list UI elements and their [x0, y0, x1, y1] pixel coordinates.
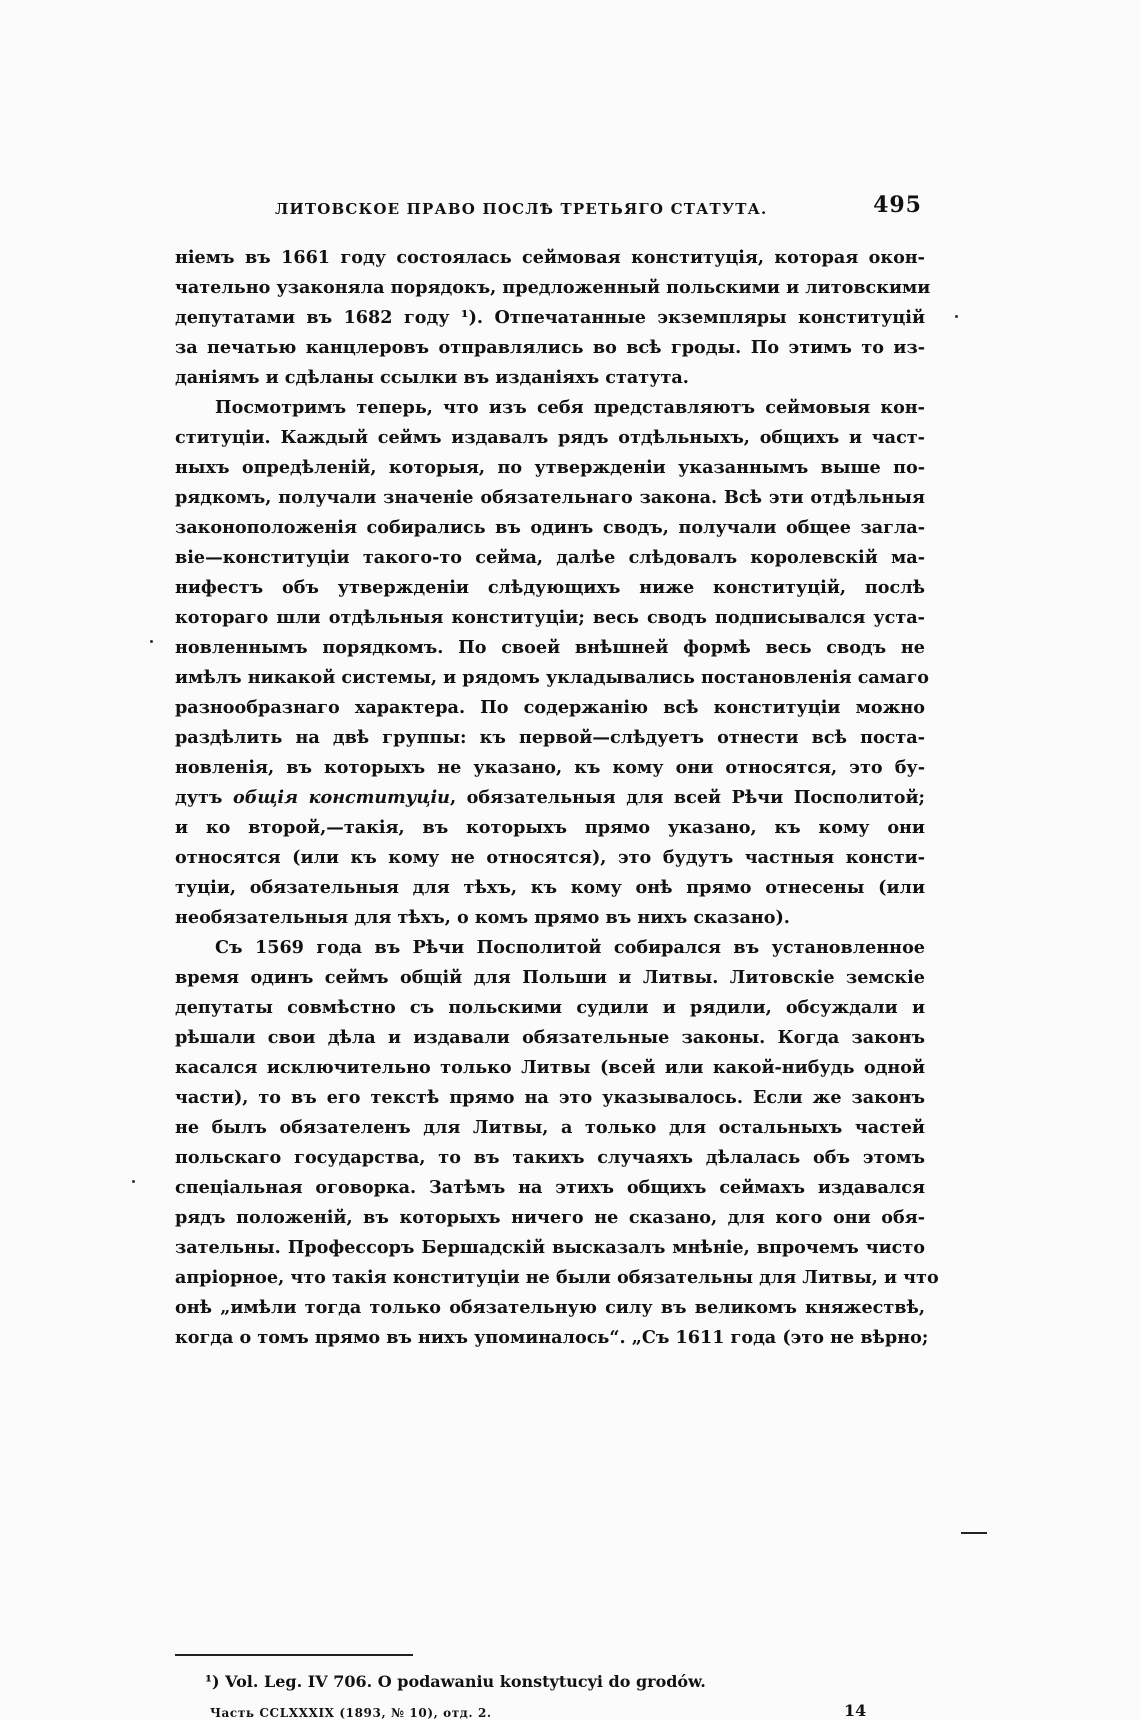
running-header [175, 192, 925, 226]
text-line: когда о томъ прямо въ нихъ упоминалось“. „Съ 1611 года (это не вѣрно; [175, 1327, 929, 1348]
margin-speck [955, 315, 958, 318]
text-line: депутаты совмѣстно съ польскими судили и рядили, обсуждали и [175, 997, 925, 1018]
text-line: разнообразнаго характера. По содержанію всѣ конституціи можно [175, 697, 925, 718]
italic-emphasis: общія конституціи [232, 787, 450, 808]
text-line: не былъ обязателенъ для Литвы, а только для остальныхъ частей [175, 1117, 925, 1138]
text-line: необязательныя для тѣхъ, о комъ прямо въ нихъ сказано). [175, 907, 790, 928]
text-line: Съ 1569 года въ Рѣчи Посполитой собирался въ установленное [215, 937, 925, 958]
paragraph-1 [175, 243, 931, 393]
footnote-rule [175, 1654, 413, 1656]
text-line: новленнымъ порядкомъ. По своей внѣшней формѣ весь сводъ не [175, 637, 925, 658]
text-line: апріорное, что такія конституціи не были обязательны для Литвы, и что [175, 1267, 939, 1288]
text-line-with-emphasis: дутъ общія конституціи, обязательныя для всей Рѣчи Посполитой; [175, 787, 926, 808]
text-line: спеціальная оговорка. Затѣмъ на этихъ общихъ сеймахъ издавался [175, 1177, 925, 1198]
margin-dash [961, 1532, 987, 1534]
paragraph-3 [175, 933, 939, 1353]
text-line: польскаго государства, то въ такихъ случаяхъ дѣлалась объ этомъ [175, 1147, 925, 1168]
text-line: время одинъ сеймъ общій для Польши и Литвы. Литовскіе земскіе [175, 967, 925, 988]
text-line: новленія, въ которыхъ не указано, къ кому они относятся, это бу- [175, 757, 925, 778]
text-line: части), то въ его текстѣ прямо на это указывалось. Если же законъ [175, 1087, 925, 1108]
text-line: даніямъ и сдѣланы ссылки въ изданіяхъ статута. [175, 367, 689, 388]
text-line: имѣлъ никакой системы, и рядомъ укладывались постановленія самаго [175, 667, 930, 688]
text-line: віе—конституціи такого-то сейма, далѣе слѣдовалъ королевскій ма- [175, 547, 925, 568]
text-line: рѣшали свои дѣла и издавали обязательные законы. Когда законъ [175, 1027, 925, 1048]
text-line: касался исключительно только Литвы (всей или какой-нибудь одной [175, 1057, 925, 1078]
text-line: ституціи. Каждый сеймъ издавалъ рядъ отдѣльныхъ, общихъ и част- [175, 427, 925, 448]
paragraph-2 [175, 393, 930, 933]
text-line: раздѣлить на двѣ группы: къ первой—слѣдуетъ отнести всѣ поста- [175, 727, 925, 748]
text-line: туціи, обязательныя для тѣхъ, къ кому онѣ прямо отнесены (или [175, 877, 925, 898]
text-line: онѣ „имѣли тогда только обязательную силу въ великомъ княжествѣ, [175, 1297, 925, 1318]
signature-line: Часть CCLXXXIX (1893, № 10), отд. 2. [210, 1706, 492, 1720]
text-line: Посмотримъ теперь, что изъ себя представляютъ сеймовыя кон- [215, 397, 925, 418]
footnote: ¹) Vol. Leg. IV 706. O podawaniu konstytucyi do grodów. [205, 1672, 706, 1691]
margin-speck [132, 1180, 135, 1183]
body-text [175, 243, 939, 1353]
text-line: котораго шли отдѣльныя конституціи; весь сводъ подписывался уста- [175, 607, 925, 628]
text-line: относятся (или къ кому не относятся), это будутъ частныя консти- [175, 847, 925, 868]
page-number: 495 [873, 192, 922, 218]
text-line: нифестъ объ утвержденіи слѣдующихъ ниже конституцій, послѣ [175, 577, 925, 598]
text-line: ніемъ въ 1661 году состоялась сеймовая конституція, которая окон- [175, 247, 925, 268]
text-line: рядкомъ, получали значеніе обязательнаго закона. Всѣ эти отдѣльныя [175, 487, 925, 508]
margin-speck [150, 640, 153, 643]
text-line: рядъ положеній, въ которыхъ ничего не сказано, для кого они обя- [175, 1207, 925, 1228]
text-line: чательно узаконяла порядокъ, предложенный польскими и литовскими [175, 277, 931, 298]
running-title: ЛИТОВСКОЕ ПРАВО ПОСЛѢ ТРЕТЬЯГО СТАТУТА. [275, 200, 768, 218]
text-line: и ко второй,—такія, въ которыхъ прямо указано, къ кому они [175, 817, 925, 838]
text-line: законоположенія собирались въ одинъ сводъ, получали общее загла- [175, 517, 925, 538]
text-line: ныхъ опредѣленій, которыя, по утвержденіи указаннымъ выше по- [175, 457, 925, 478]
text-line: депутатами въ 1682 году ¹). Отпечатанные экземпляры конституцій [175, 307, 925, 328]
text-line: зательны. Профессоръ Бершадскій высказалъ мнѣніе, впрочемъ чисто [175, 1237, 925, 1258]
text-line: за печатью канцлеровъ отправлялись во всѣ гроды. По этимъ то из- [175, 337, 925, 358]
signature-number: 14 [844, 1701, 867, 1720]
